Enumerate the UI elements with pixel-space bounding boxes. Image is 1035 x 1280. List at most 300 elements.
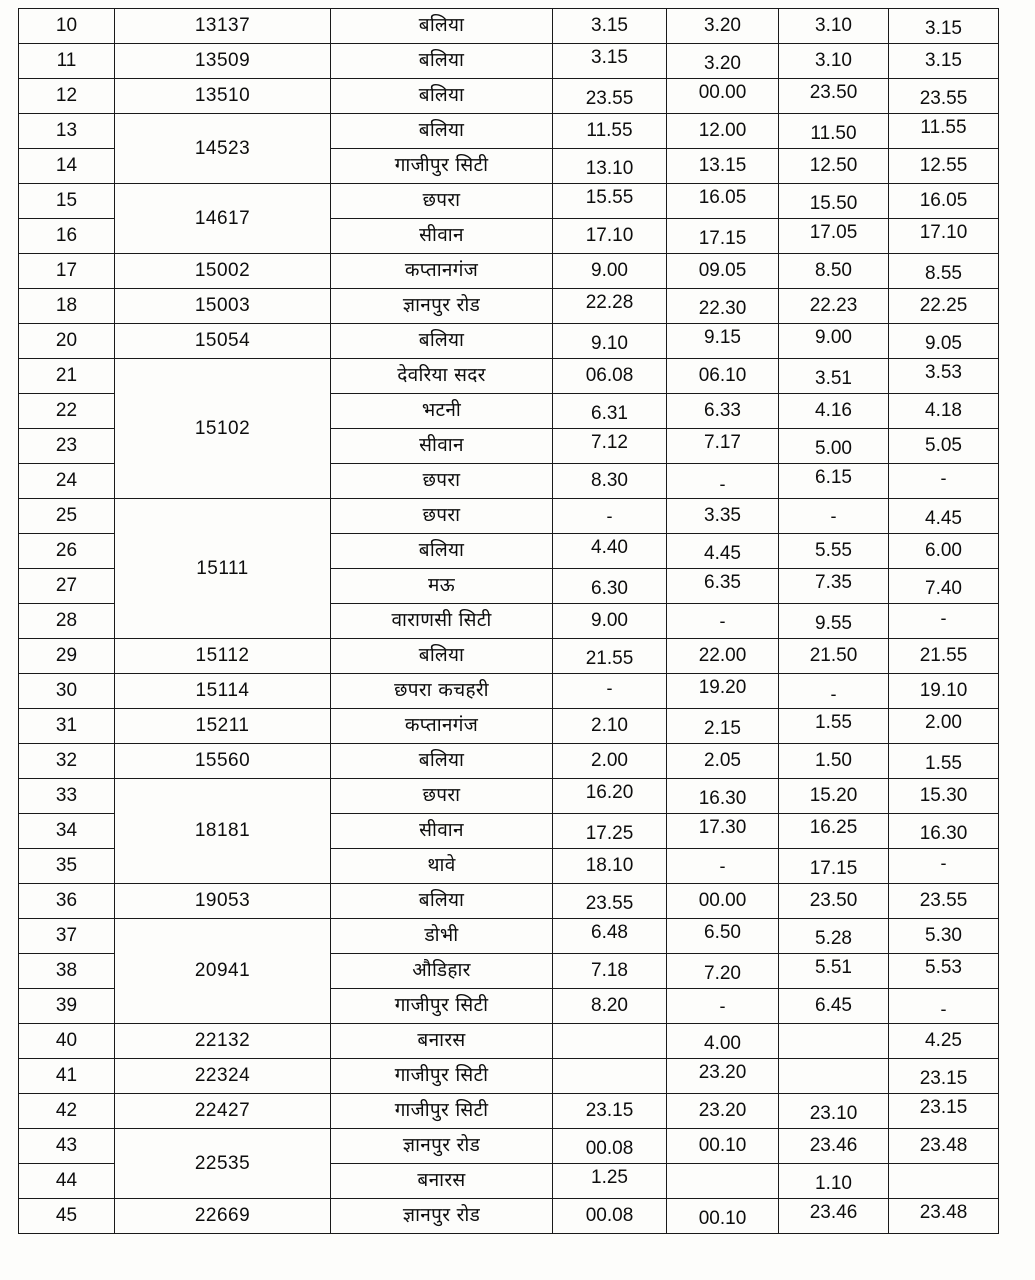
cell-time-3 [779, 674, 889, 709]
time-value: 00.08 [585, 1138, 634, 1160]
time-value: 16.05 [698, 187, 747, 209]
time-value: 15.55 [585, 187, 634, 209]
cell-station-name: छपरा [331, 184, 553, 219]
time-value: 23.10 [809, 1103, 858, 1125]
cell-time-1 [553, 674, 667, 709]
table-row [19, 884, 999, 919]
cell-station-name: बलिया [331, 114, 553, 149]
cell-time-4 [889, 219, 999, 254]
cell-time-1 [553, 884, 667, 919]
cell-time-1 [553, 464, 667, 499]
cell-time-1 [553, 289, 667, 324]
time-value: 6.30 [591, 578, 628, 600]
cell-serial-number: 32 [19, 744, 115, 779]
cell-train-number: 22669 [115, 1199, 331, 1234]
time-value: 6.31 [591, 403, 628, 425]
cell-time-4 [889, 849, 999, 884]
cell-time-2 [667, 429, 779, 464]
cell-train-number: 22324 [115, 1059, 331, 1094]
time-value: 17.05 [809, 222, 858, 244]
cell-serial-number: 42 [19, 1094, 115, 1129]
cell-time-1 [553, 1094, 667, 1129]
cell-time-2 [667, 569, 779, 604]
cell-time-2 [667, 709, 779, 744]
table-row [19, 919, 999, 954]
cell-time-4 [889, 604, 999, 639]
cell-station-name: सीवान [331, 429, 553, 464]
cell-time-4 [889, 1024, 999, 1059]
time-value: 18.10 [585, 855, 634, 877]
cell-train-number: 20941 [115, 919, 331, 1024]
cell-train-number: 13137 [115, 9, 331, 44]
cell-time-3 [779, 289, 889, 324]
cell-time-2 [667, 464, 779, 499]
cell-time-4 [889, 919, 999, 954]
time-value: 9.00 [591, 610, 628, 632]
time-value: 4.45 [925, 508, 962, 530]
cell-time-2 [667, 219, 779, 254]
cell-serial-number: 14 [19, 149, 115, 184]
time-value: 23.15 [919, 1068, 968, 1090]
cell-time-1 [553, 709, 667, 744]
cell-time-2 [667, 814, 779, 849]
time-value: 6.00 [925, 540, 962, 562]
time-value: 2.15 [704, 718, 741, 740]
time-value: 17.15 [698, 228, 747, 250]
cell-station-name: गाजीपुर सिटी [331, 1059, 553, 1094]
cell-time-2 [667, 604, 779, 639]
table-row [19, 79, 999, 114]
time-value: 21.55 [919, 645, 968, 667]
time-value: 23.46 [809, 1135, 858, 1157]
cell-time-2 [667, 884, 779, 919]
time-value: 15.50 [809, 193, 858, 215]
cell-station-name: थावे [331, 849, 553, 884]
cell-time-4 [889, 1164, 999, 1199]
time-value: 2.00 [925, 712, 962, 734]
cell-station-name: छपरा [331, 464, 553, 499]
table-row [19, 674, 999, 709]
table-row [19, 1059, 999, 1094]
cell-time-1 [553, 359, 667, 394]
cell-time-1 [553, 1164, 667, 1199]
table-row [19, 1199, 999, 1234]
time-value: - [606, 677, 613, 698]
time-value: 00.10 [698, 1135, 747, 1157]
time-value: 23.50 [809, 890, 858, 912]
cell-time-3 [779, 849, 889, 884]
cell-station-name: कप्तानगंज [331, 709, 553, 744]
cell-train-number: 15111 [115, 499, 331, 639]
cell-time-4 [889, 429, 999, 464]
time-value: 23.48 [919, 1135, 968, 1157]
time-value: 4.16 [815, 400, 852, 422]
cell-time-1 [553, 324, 667, 359]
cell-station-name: बलिया [331, 639, 553, 674]
cell-serial-number: 25 [19, 499, 115, 534]
time-value: 23.50 [809, 82, 858, 104]
cell-time-3 [779, 114, 889, 149]
cell-serial-number: 13 [19, 114, 115, 149]
cell-time-4 [889, 884, 999, 919]
cell-time-1 [553, 989, 667, 1024]
cell-time-3 [779, 884, 889, 919]
table-row [19, 1024, 999, 1059]
time-value: 06.10 [698, 365, 747, 387]
cell-time-2 [667, 9, 779, 44]
cell-time-3 [779, 709, 889, 744]
time-value: 23.48 [919, 1202, 968, 1224]
time-value: 8.50 [815, 260, 852, 282]
time-value: 16.20 [585, 782, 634, 804]
cell-time-1 [553, 499, 667, 534]
cell-time-1 [553, 639, 667, 674]
cell-time-4 [889, 534, 999, 569]
cell-serial-number: 26 [19, 534, 115, 569]
cell-time-2 [667, 639, 779, 674]
cell-station-name: बलिया [331, 79, 553, 114]
cell-time-1 [553, 114, 667, 149]
cell-time-4 [889, 254, 999, 289]
cell-station-name: बलिया [331, 44, 553, 79]
time-value: - [830, 683, 837, 704]
cell-time-3 [779, 1164, 889, 1199]
cell-serial-number: 17 [19, 254, 115, 289]
time-value: 22.25 [919, 295, 968, 317]
time-value: 06.08 [585, 365, 634, 387]
cell-time-1 [553, 394, 667, 429]
cell-time-2 [667, 114, 779, 149]
cell-time-2 [667, 849, 779, 884]
time-value: 19.10 [919, 680, 968, 702]
time-value: 4.40 [591, 537, 628, 559]
cell-train-number: 15211 [115, 709, 331, 744]
cell-time-1 [553, 534, 667, 569]
time-value: 23.15 [585, 1100, 634, 1122]
cell-serial-number: 33 [19, 779, 115, 814]
table-row [19, 744, 999, 779]
time-value: 6.35 [704, 572, 741, 594]
cell-time-2 [667, 79, 779, 114]
time-value: 16.25 [809, 817, 858, 839]
time-value: 21.55 [585, 648, 634, 670]
cell-time-4 [889, 709, 999, 744]
time-value: 7.20 [704, 963, 741, 985]
cell-time-4 [889, 359, 999, 394]
time-value: 11.50 [810, 123, 857, 145]
cell-train-number: 19053 [115, 884, 331, 919]
cell-serial-number: 29 [19, 639, 115, 674]
time-value: 7.18 [591, 960, 628, 982]
time-value: 5.00 [815, 438, 852, 460]
cell-station-name: सीवान [331, 814, 553, 849]
time-value: 23.55 [919, 890, 968, 912]
time-value: 6.33 [704, 400, 741, 422]
time-value: 16.30 [698, 788, 747, 810]
cell-train-number: 18181 [115, 779, 331, 884]
time-value: 5.05 [925, 435, 962, 457]
cell-time-4 [889, 499, 999, 534]
cell-time-4 [889, 1129, 999, 1164]
cell-serial-number: 30 [19, 674, 115, 709]
cell-time-3 [779, 359, 889, 394]
cell-time-4 [889, 989, 999, 1024]
cell-train-number: 15003 [115, 289, 331, 324]
cell-time-4 [889, 114, 999, 149]
table-body [19, 9, 999, 1234]
cell-station-name: छपरा [331, 499, 553, 534]
time-value: - [940, 607, 947, 628]
cell-train-number: 15102 [115, 359, 331, 499]
cell-time-4 [889, 639, 999, 674]
cell-time-3 [779, 254, 889, 289]
time-value: 00.00 [698, 82, 747, 104]
cell-station-name: वाराणसी सिटी [331, 604, 553, 639]
time-value: 9.00 [815, 327, 852, 349]
table-row [19, 499, 999, 534]
time-value: 9.55 [815, 613, 852, 635]
time-value: 2.10 [591, 715, 628, 737]
time-value: 7.12 [591, 432, 628, 454]
cell-time-3 [779, 919, 889, 954]
cell-serial-number: 10 [19, 9, 115, 44]
cell-time-3 [779, 989, 889, 1024]
cell-station-name: भटनी [331, 394, 553, 429]
time-value: 9.05 [925, 333, 962, 355]
cell-time-4 [889, 464, 999, 499]
table-row [19, 184, 999, 219]
time-value: - [830, 505, 837, 526]
cell-time-4 [889, 954, 999, 989]
cell-station-name: बलिया [331, 534, 553, 569]
time-value: 3.51 [815, 368, 852, 390]
cell-time-2 [667, 1024, 779, 1059]
time-value: 23.15 [919, 1097, 968, 1119]
cell-time-4 [889, 394, 999, 429]
cell-train-number: 14617 [115, 184, 331, 254]
cell-time-3 [779, 149, 889, 184]
time-value: - [940, 467, 947, 488]
cell-serial-number: 37 [19, 919, 115, 954]
cell-time-3 [779, 1199, 889, 1234]
time-value: 12.00 [698, 120, 747, 142]
cell-time-3 [779, 604, 889, 639]
cell-time-3 [779, 569, 889, 604]
cell-time-1 [553, 1129, 667, 1164]
cell-station-name: ज्ञानपुर रोड [331, 1129, 553, 1164]
table-row [19, 359, 999, 394]
table-row [19, 779, 999, 814]
cell-station-name: बलिया [331, 324, 553, 359]
time-value: 9.10 [591, 333, 628, 355]
cell-time-3 [779, 639, 889, 674]
cell-serial-number: 27 [19, 569, 115, 604]
cell-station-name: बलिया [331, 884, 553, 919]
time-value: - [606, 505, 613, 526]
time-value: 23.55 [919, 88, 968, 110]
cell-station-name: बलिया [331, 744, 553, 779]
cell-time-3 [779, 744, 889, 779]
table-row [19, 639, 999, 674]
cell-time-1 [553, 254, 667, 289]
time-value: 8.55 [925, 263, 962, 285]
table-row [19, 709, 999, 744]
cell-serial-number: 18 [19, 289, 115, 324]
time-value: 9.15 [704, 327, 741, 349]
time-value: 17.15 [809, 858, 858, 880]
cell-time-3 [779, 184, 889, 219]
cell-serial-number: 38 [19, 954, 115, 989]
cell-station-name: सीवान [331, 219, 553, 254]
cell-time-1 [553, 429, 667, 464]
cell-station-name: डोभी [331, 919, 553, 954]
cell-serial-number: 36 [19, 884, 115, 919]
cell-time-4 [889, 149, 999, 184]
time-value: 5.53 [925, 957, 962, 979]
cell-train-number: 13510 [115, 79, 331, 114]
table-row [19, 324, 999, 359]
cell-time-2 [667, 1164, 779, 1199]
time-value: 15.30 [919, 785, 968, 807]
cell-serial-number: 15 [19, 184, 115, 219]
time-value: 3.35 [704, 505, 741, 527]
cell-time-1 [553, 1199, 667, 1234]
cell-time-2 [667, 499, 779, 534]
time-value: 09.05 [698, 260, 747, 282]
time-value: 4.45 [704, 543, 741, 565]
cell-time-4 [889, 289, 999, 324]
time-value: - [719, 995, 726, 1016]
cell-station-name: मऊ [331, 569, 553, 604]
cell-time-4 [889, 324, 999, 359]
cell-station-name: ज्ञानपुर रोड [331, 289, 553, 324]
time-value: 8.20 [591, 995, 628, 1017]
time-value: 7.40 [925, 578, 962, 600]
cell-train-number: 22427 [115, 1094, 331, 1129]
cell-time-4 [889, 569, 999, 604]
time-value: - [940, 998, 947, 1019]
time-value: 5.55 [815, 540, 852, 562]
time-value: 5.28 [815, 928, 852, 950]
cell-time-2 [667, 1059, 779, 1094]
cell-serial-number: 45 [19, 1199, 115, 1234]
cell-serial-number: 44 [19, 1164, 115, 1199]
cell-station-name: कप्तानगंज [331, 254, 553, 289]
cell-time-1 [553, 1024, 667, 1059]
time-value: 23.46 [809, 1202, 858, 1224]
cell-time-2 [667, 1129, 779, 1164]
cell-station-name: देवरिया सदर [331, 359, 553, 394]
time-value: 3.15 [591, 15, 628, 37]
table-row [19, 254, 999, 289]
time-value: 4.25 [925, 1030, 962, 1052]
time-value: 23.55 [585, 88, 634, 110]
time-value: 9.00 [591, 260, 628, 282]
cell-time-1 [553, 1059, 667, 1094]
time-value: 12.50 [809, 155, 858, 177]
time-value: 17.30 [698, 817, 747, 839]
table-row [19, 289, 999, 324]
cell-train-number: 15054 [115, 324, 331, 359]
cell-time-2 [667, 1199, 779, 1234]
cell-time-3 [779, 499, 889, 534]
time-value: 5.30 [925, 925, 962, 947]
time-value: 23.55 [585, 893, 634, 915]
cell-time-4 [889, 44, 999, 79]
timing-table [18, 8, 999, 1234]
cell-time-3 [779, 9, 889, 44]
time-value: 4.00 [704, 1033, 741, 1055]
cell-station-name: बनारस [331, 1024, 553, 1059]
table-row [19, 1094, 999, 1129]
time-value: 2.00 [591, 750, 628, 772]
cell-time-4 [889, 184, 999, 219]
cell-station-name: छपरा [331, 779, 553, 814]
cell-time-2 [667, 149, 779, 184]
cell-train-number: 22132 [115, 1024, 331, 1059]
cell-time-3 [779, 219, 889, 254]
time-value: 22.00 [698, 645, 747, 667]
time-value: 3.15 [925, 18, 962, 40]
time-value: 3.10 [815, 50, 852, 72]
cell-train-number: 15112 [115, 639, 331, 674]
cell-time-2 [667, 289, 779, 324]
cell-time-3 [779, 79, 889, 114]
time-value: 6.15 [815, 467, 852, 489]
cell-time-1 [553, 744, 667, 779]
cell-serial-number: 11 [19, 44, 115, 79]
cell-serial-number: 24 [19, 464, 115, 499]
cell-time-3 [779, 534, 889, 569]
cell-time-4 [889, 1059, 999, 1094]
cell-time-2 [667, 324, 779, 359]
time-value: 3.53 [925, 362, 962, 384]
cell-time-1 [553, 604, 667, 639]
time-value: 1.25 [591, 1167, 628, 1189]
cell-train-number: 15560 [115, 744, 331, 779]
cell-time-3 [779, 1094, 889, 1129]
cell-time-1 [553, 44, 667, 79]
cell-time-4 [889, 674, 999, 709]
time-value: 1.55 [925, 753, 962, 775]
time-value: - [719, 855, 726, 876]
table-row [19, 114, 999, 149]
cell-station-name: गाजीपुर सिटी [331, 149, 553, 184]
cell-time-1 [553, 849, 667, 884]
time-value: 1.50 [815, 750, 852, 772]
time-value: 16.30 [919, 823, 968, 845]
time-value: 23.20 [698, 1062, 747, 1084]
time-value: 13.10 [585, 158, 634, 180]
cell-serial-number: 41 [19, 1059, 115, 1094]
cell-station-name: औडिहार [331, 954, 553, 989]
cell-time-3 [779, 814, 889, 849]
cell-train-number: 15002 [115, 254, 331, 289]
time-value: 4.18 [925, 400, 962, 422]
table-row [19, 1129, 999, 1164]
time-value: 3.10 [815, 15, 852, 37]
cell-time-2 [667, 779, 779, 814]
cell-station-name: ज्ञानपुर रोड [331, 1199, 553, 1234]
cell-time-1 [553, 184, 667, 219]
cell-serial-number: 39 [19, 989, 115, 1024]
time-value: 00.10 [698, 1208, 747, 1230]
time-value: 23.20 [698, 1100, 747, 1122]
cell-time-2 [667, 44, 779, 79]
cell-time-3 [779, 954, 889, 989]
cell-time-2 [667, 919, 779, 954]
cell-time-2 [667, 184, 779, 219]
